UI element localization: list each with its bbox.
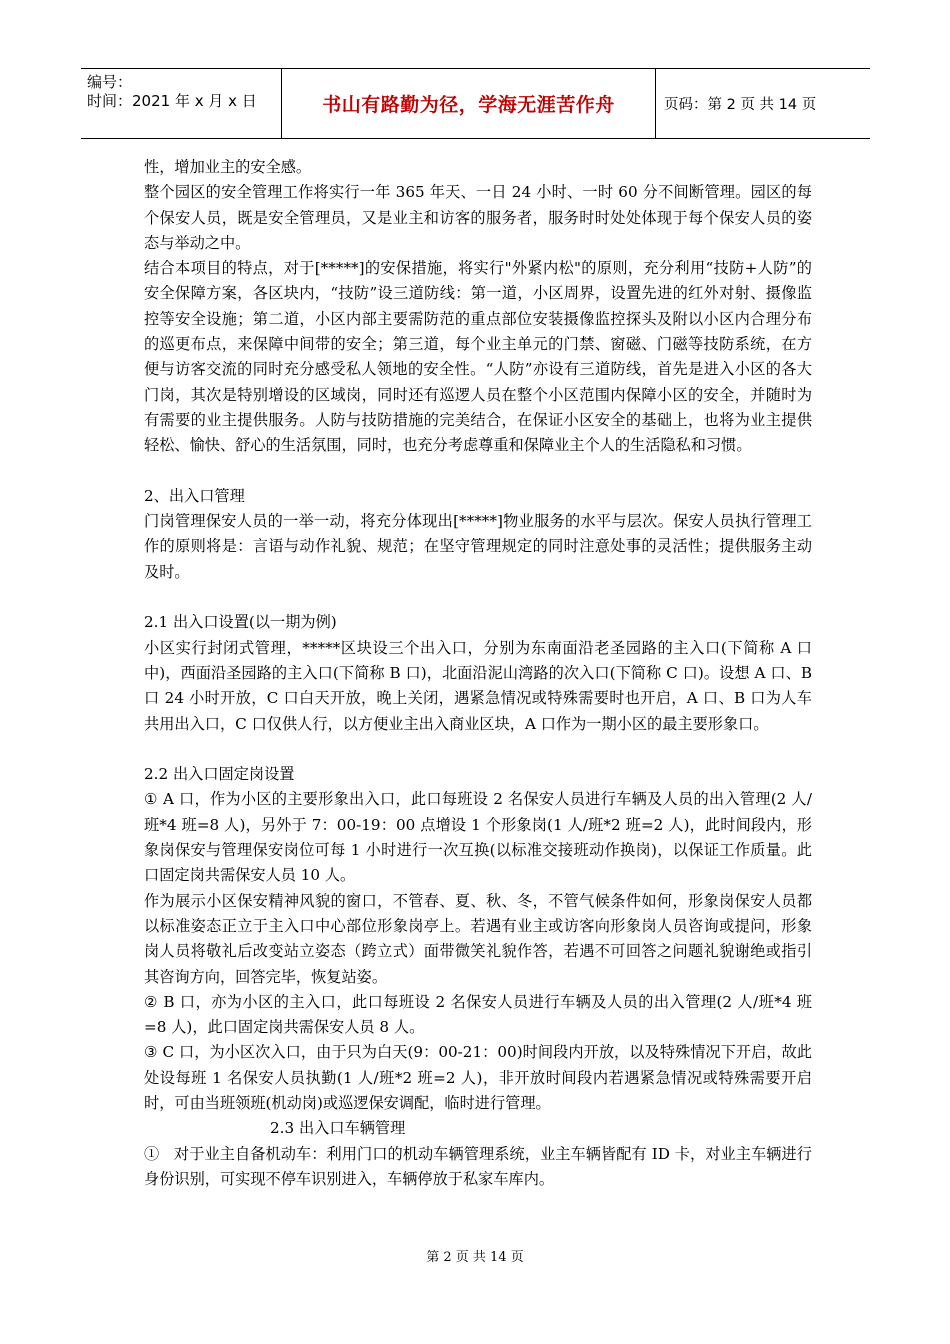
header-motto: 书山有路勤为径，学海无涯苦作舟 [282, 69, 656, 138]
paragraph: ② B 口，亦为小区的主入口，此口每班设 2 名保安人员进行车辆及人员的出入管理(2 人/班*4 班=8 人)，此口固定岗共需保安人员 8 人。 [144, 992, 812, 1037]
page-footer: 第 2 页 共 14 页 [426, 1250, 524, 1265]
document-number-label: 编号： [87, 73, 133, 91]
header-meta [81, 69, 282, 138]
paragraph: ③ C 口，为小区次入口，由于只为白天(9：00-21：00)时间段内开放，以及特殊情况下开启，故此处设每班 1 名保安人员执勤(1 人/班*2 班=2 人)，非开放时间段内若遇紧急情况或特殊需要开启时，可由当班领班(机动岗)或巡逻保安调配，临时进行管理。 [144, 1043, 812, 1112]
header-page-label: 页码：第 2 页 共 14 页 [664, 97, 817, 113]
paragraph: 结合本项目的特点，对于[*****]的安保措施，将实行"外紧内松"的原则，充分利用“技防+人防”的安全保障方案，各区块内，“技防”设三道防线：第一道，小区周界，设置先进的红外对射、摄像监控等安全设施；第二道，小区内部主要需防范的重点部位安装摄像监控探头及附以小区内合理分布的巡更布点，来保障中间带的安全；第三道，每个业主单元的门禁、窗磁、门磁等技防系统，在方便与访客交流的同时充分感受私人领地的安全性。“人防”亦设有三道防线，首先是进入小区的各大门岗，其次是特别增设的区域岗，同时还有巡逻人员在整个小区范围内保障小区的安全，并随时为有需要的业主提供服务。人防与技防措施的完美结合，在保证小区安全的基础上，也将为业主提供轻松、愉快、舒心的生活氛围，同时，也充分考虑尊重和保障业主个人的生活隐私和习惯。 [144, 259, 812, 455]
paragraph: ① 对于业主自备机动车：利用门口的机动车辆管理系统，业主车辆皆配有 ID 卡，对业主车辆进行身份识别，可实现不停车识别进入，车辆停放于私家车库内。 [144, 1144, 812, 1188]
section-heading: 2、出入口管理 [144, 486, 245, 505]
section-heading: 2.2 出入口固定岗设置 [144, 765, 295, 784]
section-heading: 2.3 出入口车辆管理 [270, 1119, 406, 1138]
section-heading: 2.1 出入口设置(以一期为例) [144, 613, 337, 632]
spacer [144, 459, 812, 484]
paragraph: ① A 口，作为小区的主要形象出入口，此口每班设 2 名保安人员进行车辆及人员的出入管理(2 人/班*4 班=8 人)，另外于 7：00-19：00 点增设 1 个形象岗(1 人/班*2 班=2 人)，此时间段内，形象岗保安与管理保安岗位可每 1 小时进行一次互换(以标准交接班动作换岗)，以保证工作质量。此口固定岗共需保安人员 10 人。 [144, 790, 812, 885]
spacer [144, 737, 812, 762]
page-header [81, 68, 870, 139]
spacer [144, 585, 812, 610]
paragraph: 小区实行封闭式管理，*****区块设三个出入口，分别为东南面沿老圣园路的主入口(下简称 A 口中)，西面沿圣园路的主入口(下简称 B 口)，北面沿泥山湾路的次入口(下简称 C 口)。设想 A 口、B 口 24 小时开放，C 口白天开放，晚上关闭，遇紧急情况或特殊需要时也开启，A 口、B 口为人车共用出入口，C 口仅供人行，以方便业主出入商业区块，A 口作为一期小区的最主要形象口。 [144, 638, 817, 733]
paragraph: 性，增加业主的安全感。 [144, 158, 312, 176]
document-date-label: 时间：2021 年 x 月 x 日 [87, 92, 257, 110]
paragraph: 门岗管理保安人员的一举一动，将充分体现出[*****]物业服务的水平与层次。保安人员执行管理工作的原则将是：言语与动作礼貌、规范；在坚守管理规定的同时注意处事的灵活性；提供服务主动及时。 [144, 512, 812, 581]
paragraph: 作为展示小区保安精神风貌的窗口，不管春、夏、秋、冬，不管气候条件如何，形象岗保安人员都以标准姿态正立于主入口中心部位形象岗亭上。若遇有业主或访客向形象岗人员咨询或提问，形象岗人员将敬礼后改变站立姿态（跨立式）面带微笑礼貌作答，若遇不可回答之问题礼貌谢绝或指引其咨询方向，回答完毕，恢复站姿。 [144, 891, 812, 986]
document-body [144, 155, 817, 1192]
paragraph: 整个园区的安全管理工作将实行一年 365 年天、一日 24 小时、一时 60 分不间断管理。园区的每个保安人员，既是安全管理员，又是业主和访客的服务者，服务时时处处体现于每个保安人员的姿态与举动之中。 [144, 183, 812, 252]
